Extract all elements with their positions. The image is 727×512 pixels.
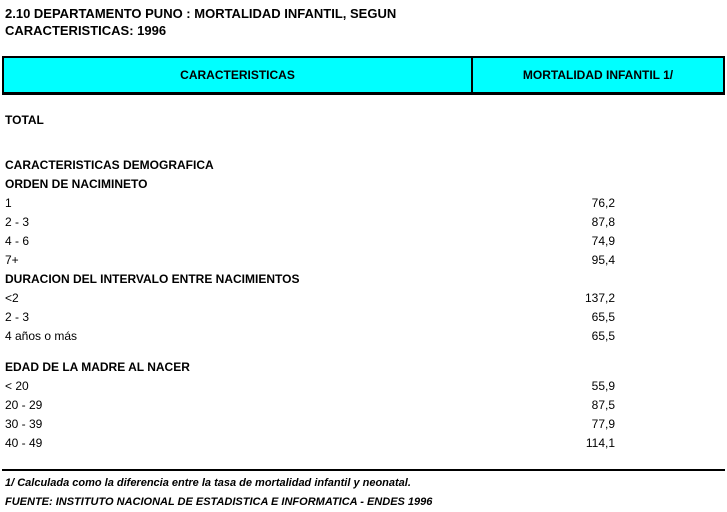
row-label: < 20	[5, 379, 29, 393]
row-value	[545, 270, 615, 289]
footnote-section	[2, 469, 725, 512]
row-value: 74,9	[591, 234, 615, 248]
table-row	[5, 377, 723, 396]
table-row	[5, 327, 723, 346]
footnote-source: FUENTE: INSTITUTO NACIONAL DE ESTADISTICA E INFORMATICA - ENDES 1996	[5, 496, 433, 508]
table-row	[5, 396, 723, 415]
title-line-1: 2.10 DEPARTAMENTO PUNO : MORTALIDAD INFANTIL, SEGUN	[5, 6, 397, 21]
table-row	[5, 434, 723, 453]
row-value: 65,5	[591, 310, 615, 324]
row-label: 2 - 3	[5, 310, 30, 324]
row-label: <2	[5, 291, 19, 305]
row-label: 4 años o más	[5, 329, 78, 343]
section-header-duracion-intervalo	[5, 270, 723, 289]
table-row	[5, 213, 723, 232]
row-label: 20 - 29	[5, 398, 43, 412]
row-label: ORDEN DE NACIMINETO	[5, 177, 148, 191]
column-header-caracteristicas: CARACTERISTICAS	[4, 58, 473, 92]
row-value	[545, 156, 615, 175]
table-row	[5, 251, 723, 270]
row-value: 76,2	[591, 196, 615, 210]
row-value: 55,9	[591, 379, 615, 393]
row-value: 87,5	[591, 398, 615, 412]
row-label: CARACTERISTICAS DEMOGRAFICA	[5, 158, 214, 172]
footnote-calculation: 1/ Calculada como la diferencia entre la tasa de mortalidad infantil y neonatal.	[5, 477, 411, 489]
row-value: 114,1	[585, 436, 615, 450]
table-row	[5, 415, 723, 434]
row-label: DURACION DEL INTERVALO ENTRE NACIMIENTOS	[5, 272, 300, 286]
row-label: 30 - 39	[5, 417, 43, 431]
table-header	[2, 56, 725, 95]
row-value: 65,5	[591, 329, 615, 343]
table-row	[5, 308, 723, 327]
section-header-caracteristicas-demografica	[5, 156, 723, 175]
table-body	[5, 111, 723, 453]
row-label: 4 - 6	[5, 234, 30, 248]
row-value: 77,9	[591, 417, 615, 431]
title-line-2: CARACTERISTICAS: 1996	[5, 23, 167, 38]
row-label: 40 - 49	[5, 436, 43, 450]
table-row	[5, 194, 723, 213]
document-title	[0, 0, 727, 39]
row-value: 137,2	[584, 291, 615, 305]
row-value	[545, 111, 615, 130]
row-value: 87,8	[591, 215, 615, 229]
row-value	[545, 175, 615, 194]
row-label: 1	[5, 196, 12, 210]
section-header-edad-madre	[5, 358, 723, 377]
table-row-total	[5, 111, 723, 130]
column-header-mortalidad-infantil: MORTALIDAD INFANTIL 1/	[522, 68, 674, 82]
row-label: TOTAL	[5, 113, 44, 127]
row-label: EDAD DE LA MADRE AL NACER	[5, 360, 190, 374]
row-label: 7+	[5, 253, 19, 267]
table-row	[5, 289, 723, 308]
row-value	[545, 358, 615, 377]
table-row	[5, 232, 723, 251]
row-value: 95,4	[591, 253, 615, 267]
row-label: 2 - 3	[5, 215, 30, 229]
section-header-orden-de-nacimiento	[5, 175, 723, 194]
